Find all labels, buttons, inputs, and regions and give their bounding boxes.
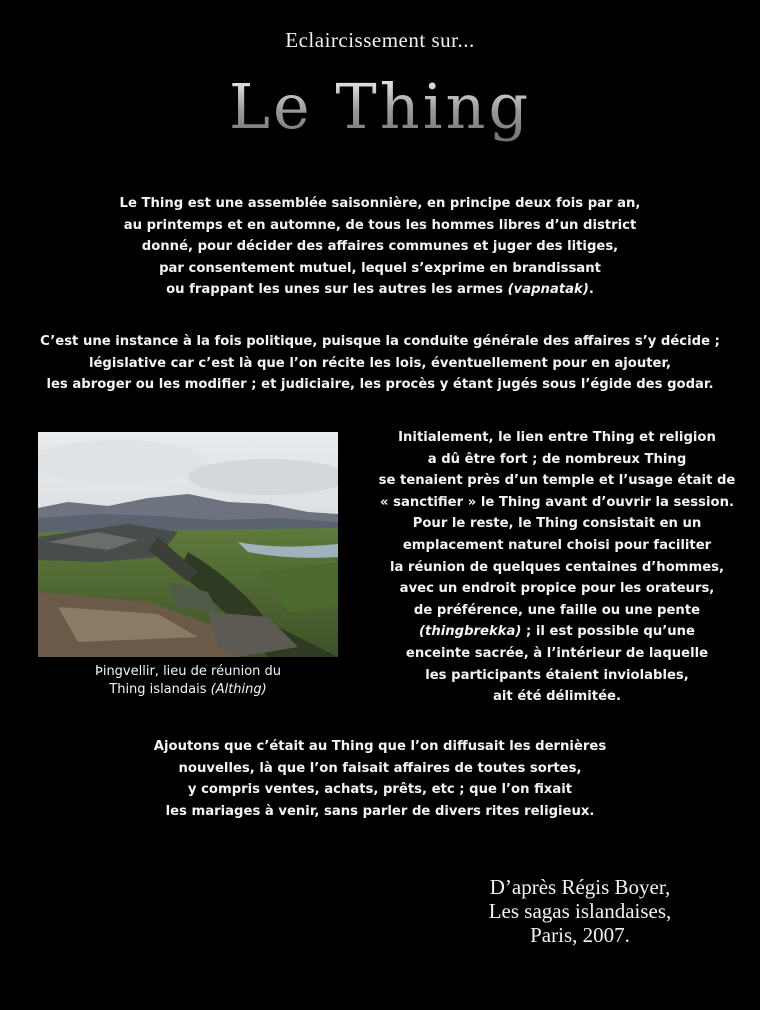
source-citation: [460, 875, 700, 947]
intro-paragraph: [0, 193, 760, 301]
page-subtitle: Eclaircissement sur...: [285, 28, 475, 52]
text-line: nouvelles, là que l’on faisait affaires de toutes sortes,: [178, 760, 582, 776]
text-fragment: ; il est possible qu’une: [521, 624, 695, 640]
text-line: au printemps et en automne, de tous les hommes libres d’un district: [123, 217, 637, 233]
text-line: y compris ventes, achats, prêts, etc ; que l’on fixait: [187, 782, 573, 797]
page-title: Le Thing: [0, 70, 760, 143]
text-line: [362, 621, 752, 643]
text-line: a dû être fort ; de nombreux Thing: [427, 451, 687, 467]
text-line: C’est une instance à la fois politique, puisque la conduite générale des affaires s’y décide ;: [40, 334, 720, 349]
text-line: enceinte sacrée, à l’intérieur de laquelle: [405, 645, 709, 661]
text-line: ait été délimitée.: [493, 689, 621, 705]
text-line: Le Thing est une assemblée saisonnière, en principe deux fois par an,: [119, 196, 641, 211]
italic-term: (Althing): [210, 682, 267, 697]
text-fragment: ou frappant les unes sur les autres les armes: [166, 282, 508, 297]
text-fragment: .: [588, 282, 594, 297]
text-line: par consentement mutuel, lequel s’exprime en brandissant: [159, 260, 601, 276]
institution-paragraph: [0, 331, 760, 396]
text-line: se tenaient près d’un temple et l’usage était de: [378, 473, 736, 489]
text-line: Ajoutons que c’était au Thing que l’on diffusait les dernières: [153, 739, 607, 754]
conclusion-paragraph: [0, 736, 760, 822]
citation-book: Les sagas islandaises,: [488, 899, 672, 923]
text-line: de préférence, une faille ou une pente: [413, 602, 701, 618]
text-fragment: Thing islandais: [109, 682, 211, 697]
text-line: avec un endroit propice pour les orateurs,: [399, 581, 715, 597]
text-line: les mariages à venir, sans parler de divers rites religieux.: [165, 803, 595, 819]
caption-line: [38, 681, 338, 699]
italic-term: (thingbrekka): [419, 624, 522, 640]
text-line: la réunion de quelques centaines d’hommes,: [389, 559, 725, 575]
landscape-image: [38, 432, 338, 657]
citation-author: D’après Régis Boyer,: [489, 875, 671, 899]
thingvellir-photo: [38, 432, 338, 657]
text-line: Pour le reste, le Thing consistait en un: [412, 516, 702, 532]
text-line: législative car c’est là que l’on récite les lois, éventuellement pour en ajouter,: [88, 355, 672, 371]
photo-caption: [38, 663, 338, 699]
religion-paragraph: [362, 427, 752, 708]
text-line: « sanctifier » le Thing avant d’ouvrir la session.: [380, 494, 734, 510]
italic-term: (vapnatak): [507, 282, 589, 297]
text-line: Initialement, le lien entre Thing et religion: [398, 430, 716, 445]
text-line: les abroger ou les modifier ; et judiciaire, les procès y étant jugés sous l’égide des godar.: [46, 377, 714, 392]
citation-place-year: Paris, 2007.: [530, 923, 630, 947]
text-line: [0, 279, 760, 301]
text-line: emplacement naturel choisi pour faciliter: [402, 537, 712, 553]
text-line: les participants étaient inviolables,: [425, 667, 689, 683]
text-line: donné, pour décider des affaires communes et juger des litiges,: [141, 239, 619, 254]
caption-line: Þingvellir, lieu de réunion du: [94, 664, 282, 679]
